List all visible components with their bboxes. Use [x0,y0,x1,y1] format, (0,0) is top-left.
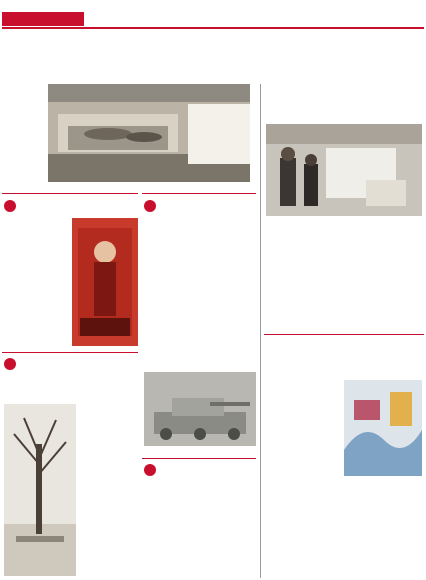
section3-rule [142,193,256,194]
lead-summary [196,89,248,147]
sidebar-top-body [266,224,422,330]
column-divider [260,84,261,578]
sidebar-top-photo [266,124,422,216]
section1-body [4,218,70,344]
tree-painting-photo [4,404,76,576]
section4-body [144,482,256,576]
sidebar-bottom-photo [344,380,422,476]
section4-rule [142,458,256,459]
sidebar-bottom-body [266,380,340,476]
section3-body [144,218,256,366]
section3-number [144,200,156,212]
header-rule [2,27,424,29]
section2-rule [2,352,138,353]
section1-number [4,200,16,212]
section-tag [2,12,84,26]
section1-rule [2,193,138,194]
sidebar-bottom-body-cont [266,480,422,576]
section2-body-cont [80,404,138,574]
sidebar-bottom-rule [264,334,424,335]
section2-number [4,358,16,370]
section4-number [144,464,156,476]
red-painting-photo [72,218,138,346]
section2-body [4,376,138,402]
tank-sculpture-photo [144,372,256,446]
